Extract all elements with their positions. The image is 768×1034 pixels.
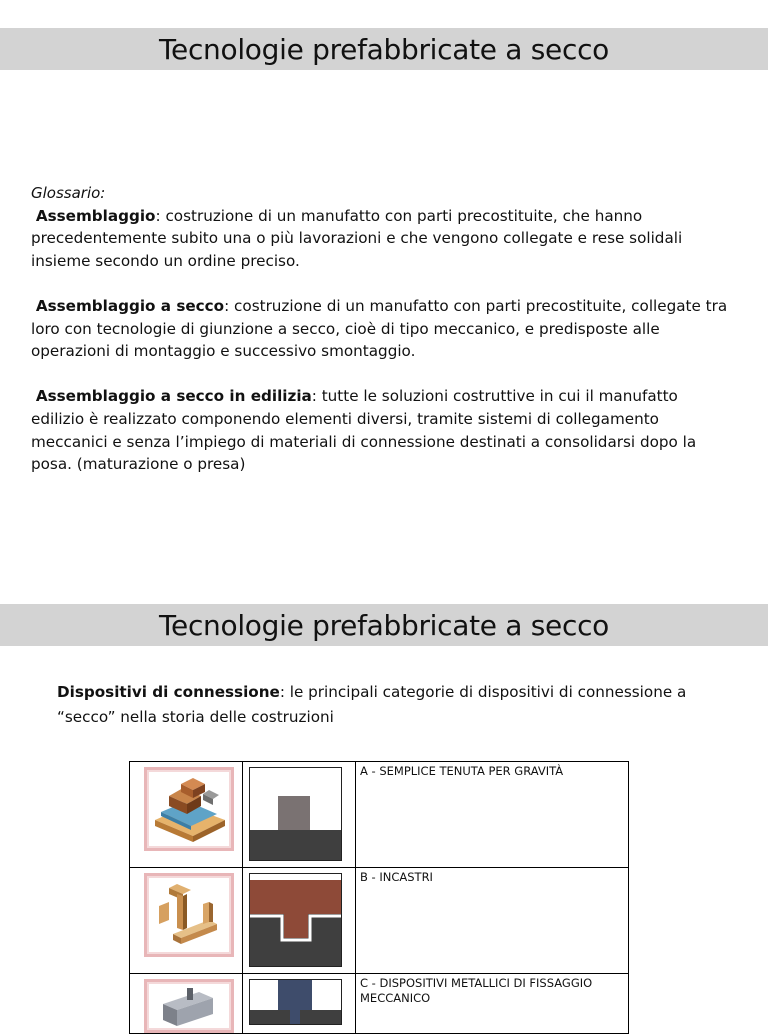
interlocking-joint-diagram [249,873,342,967]
wooden-blocks-stack-icon [144,767,234,851]
glossary-term: Assemblaggio [35,206,156,225]
glossary-definition: : costruzione di un manufatto con parti precostituite, che hanno precedentemente subito una o più lavorazioni e che vengono collegate e rese solidali insieme secondo un ordine preciso. [31,206,683,270]
table-cell-diagram [243,974,356,1034]
table-cell-label: A - SEMPLICE TENUTA PER GRAVITÀ [356,762,629,868]
glossary-entry [31,295,731,363]
table-cell-label: B - INCASTRI [356,868,629,974]
intro-text: : le principali categorie di dispositivi di connessione a “secco” nella storia delle costruzioni [57,683,687,726]
glossary-definition: : costruzione di un manufatto con parti precostituite, collegate tra loro con tecnologie di giunzione a secco, cioè di tipo meccanico, e predisposte alle operazioni di montaggio e successivo smontaggio. [31,296,728,361]
glossary-section [31,182,731,498]
gravity-support-diagram [249,767,342,861]
table-cell-icon [130,974,243,1034]
interlocking-joint-icon [144,873,234,957]
table-row [130,974,629,1034]
metal-fastener-diagram [249,979,342,1025]
connection-devices-intro [57,680,737,730]
glossary-term: Assemblaggio a secco [35,296,225,315]
intro-term: Dispositivi di connessione [57,683,280,701]
table-cell-icon [130,868,243,974]
table-cell-diagram [243,762,356,868]
glossary-definition: : tutte le soluzioni costruttive in cui il manufatto edilizio è realizzato componendo elementi diversi, tramite sistemi di collegamento meccanici e senza l’impiego di materiali di connessione destinati a consolidarsi dopo la posa. (maturazione o presa) [31,387,697,474]
slide-title-bar [0,604,768,646]
metal-fastener-icon [144,979,234,1033]
slide-title: Tecnologie prefabbricate a secco [158,608,610,642]
table-row [130,868,629,974]
table-cell-diagram [243,868,356,974]
glossary-entry [31,385,731,475]
glossary-term: Assemblaggio a secco in edilizia [35,387,312,406]
table-cell-label: C - DISPOSITIVI METALLICI DI FISSAGGIO MECCANICO [356,974,629,1034]
connection-types-table [129,761,629,1034]
glossary-entry [31,205,731,273]
slide-title-bar [0,28,768,70]
table-cell-icon [130,762,243,868]
glossary-heading: Glossario: [31,184,106,202]
slide-title: Tecnologie prefabbricate a secco [158,32,610,66]
table-row [130,762,629,868]
